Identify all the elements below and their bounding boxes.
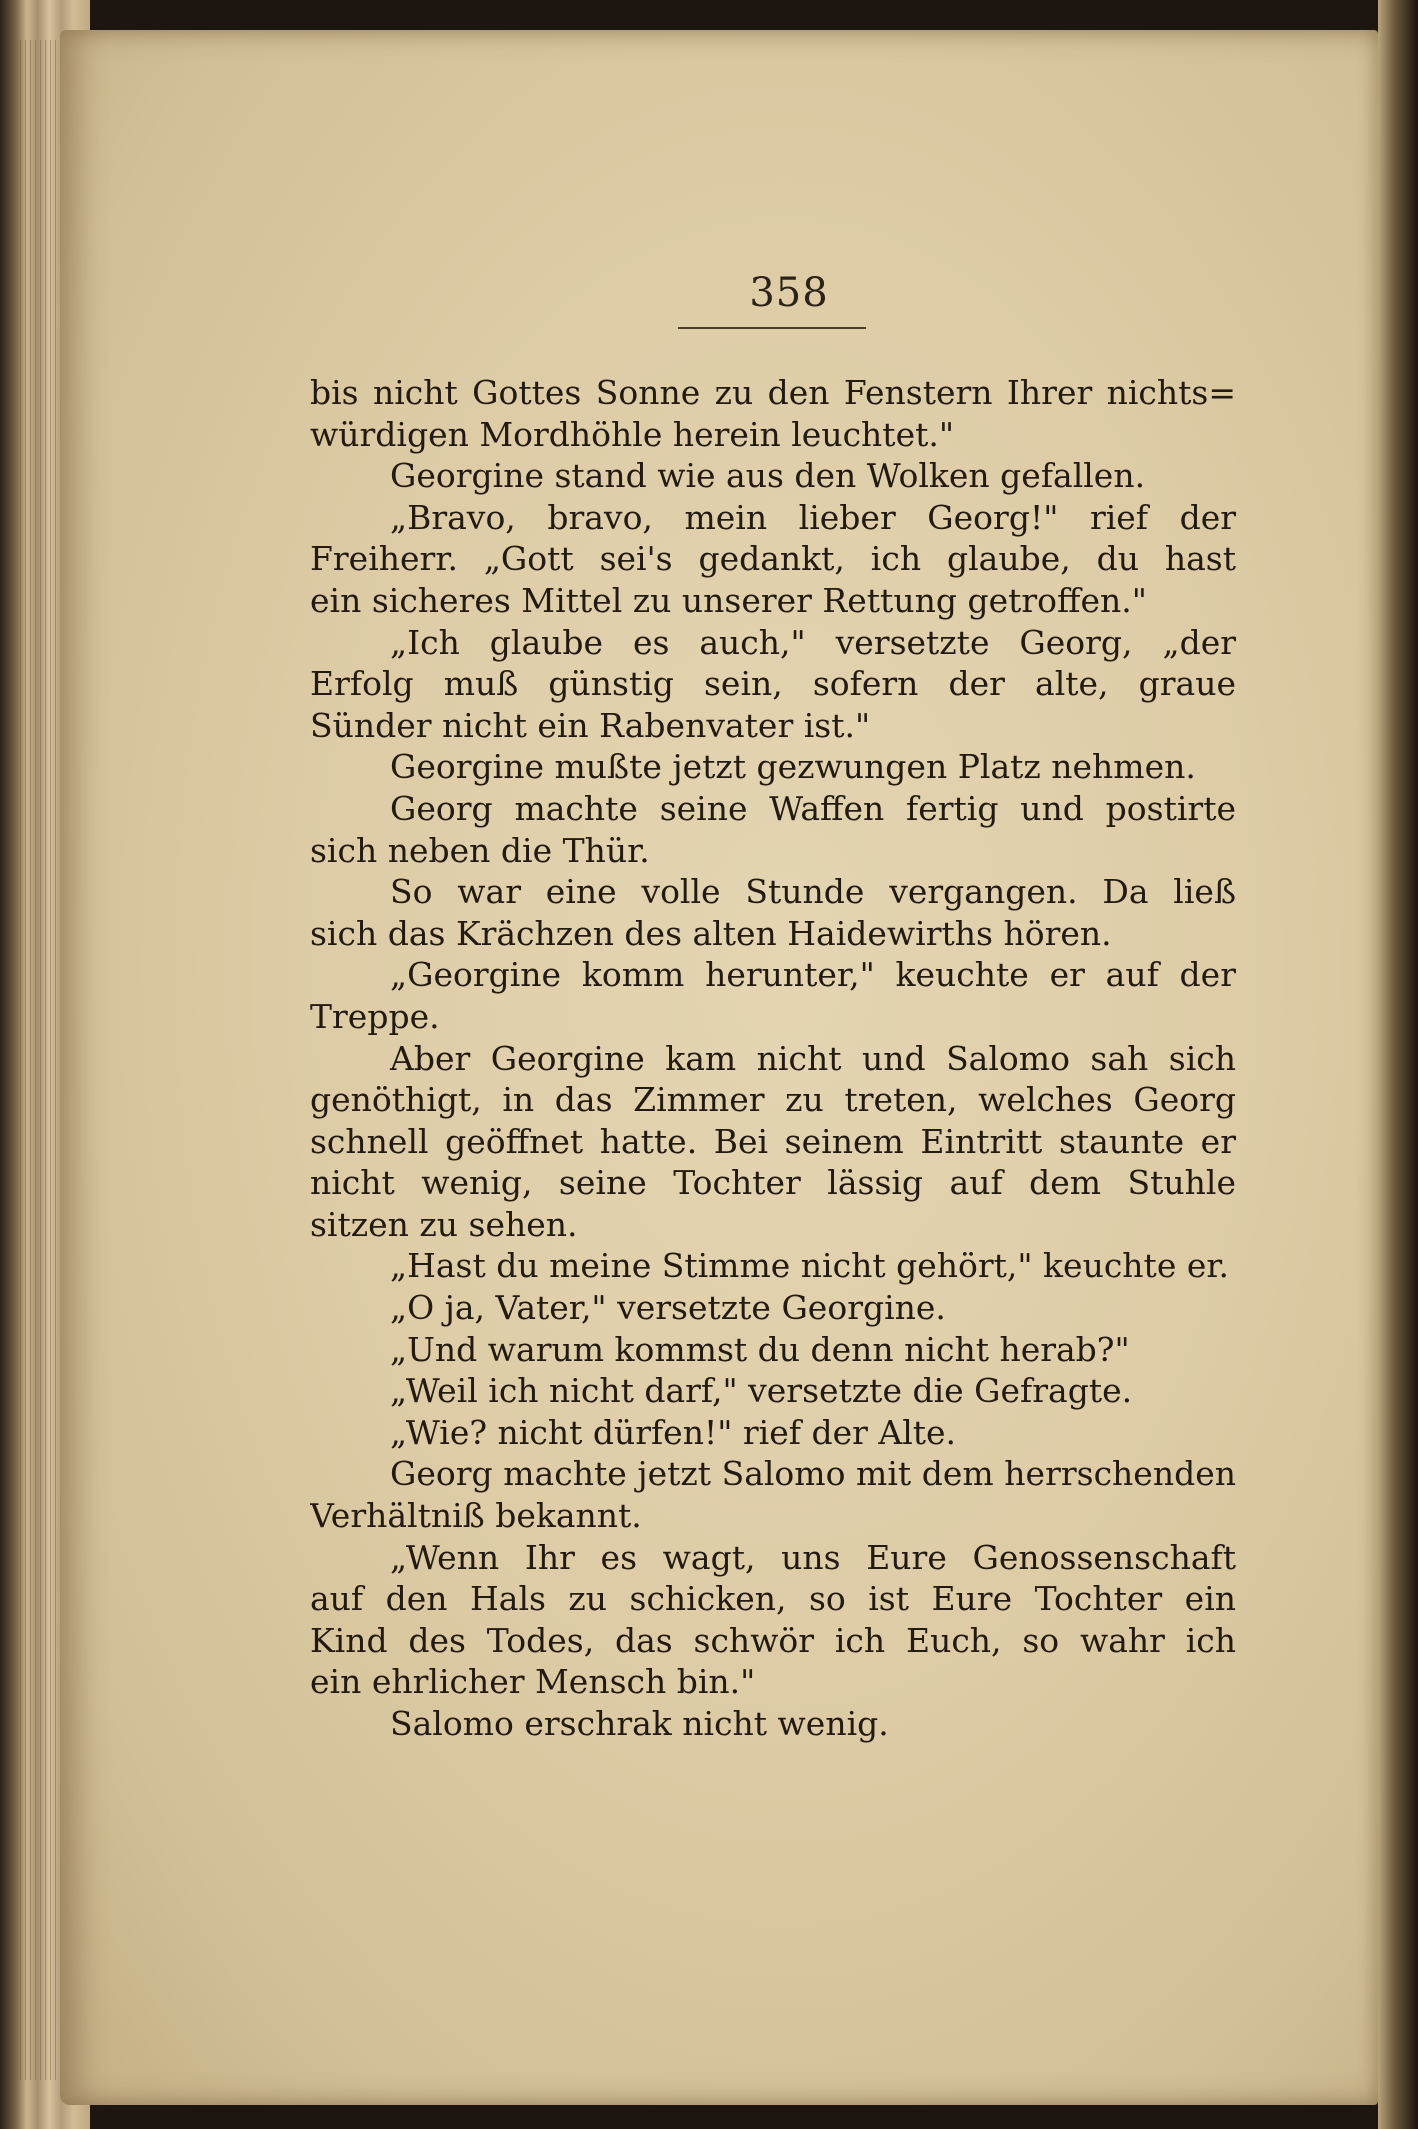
text-line: „Und warum kommst du denn nicht herab?": [390, 1329, 1130, 1369]
text-line: Georgine mußte jetzt gezwungen Platz nehmen.: [390, 747, 1196, 787]
text-line: bis nicht Gottes Sonne zu den Fenstern Ihrer nichts=: [310, 373, 1236, 412]
text-line: „Hast du meine Stimme nicht gehört," keuchte er.: [390, 1246, 1230, 1286]
text-line: Verhältniß bekannt.: [310, 1496, 642, 1536]
page-number: 358: [749, 270, 829, 316]
page-number-rule: [678, 327, 866, 329]
text-line: Georgine stand wie aus den Wolken gefallen.: [390, 456, 1146, 496]
text-line: „Bravo, bravo, mein lieber Georg!" rief der: [390, 497, 1236, 537]
text-line: Erfolg muß günstig sein, sofern der alte, graue: [310, 664, 1236, 704]
text-line: „O ja, Vater," versetzte Georgine.: [390, 1288, 946, 1328]
text-line: Georg machte seine Waffen fertig und postirte: [390, 788, 1236, 828]
text-line: schnell geöffnet hatte. Bei seinem Eintritt staunte er: [310, 1121, 1236, 1161]
text-line: Salomo erschrak nicht wenig.: [390, 1704, 889, 1743]
text-line: „Weil ich nicht darf," versetzte die Gefragte.: [390, 1371, 1133, 1411]
text-line: Sünder nicht ein Rabenvater ist.": [310, 705, 871, 745]
text-line: Kind des Todes, das schwör ich Euch, so wahr ich: [310, 1620, 1236, 1660]
text-line: genöthigt, in das Zimmer zu treten, welches Georg: [310, 1080, 1236, 1120]
text-line: auf den Hals zu schicken, so ist Eure Tochter ein: [310, 1579, 1236, 1619]
text-line: nicht wenig, seine Tochter lässig auf dem Stuhle: [310, 1163, 1236, 1203]
text-line: Treppe.: [310, 996, 440, 1036]
text-line: „Georgine komm herunter," keuchte er auf der: [390, 955, 1236, 995]
text-line: sitzen zu sehen.: [310, 1204, 578, 1244]
text-line: ein ehrlicher Mensch bin.": [310, 1662, 756, 1702]
text-line: ein sicheres Mittel zu unserer Rettung getroffen.": [310, 580, 1147, 620]
text-line: würdigen Mordhöhle herein leuchtet.": [310, 414, 955, 454]
text-line: Aber Georgine kam nicht und Salomo sah sich: [390, 1038, 1236, 1078]
text-line: „Ich glaube es auch," versetzte Georg, „der: [390, 622, 1236, 662]
text-line: „Wie? nicht dürfen!" rief der Alte.: [390, 1412, 957, 1452]
text-line: sich das Krächzen des alten Haidewirths hören.: [310, 913, 1112, 953]
text-line: „Wenn Ihr es wagt, uns Eure Genossenschaft: [390, 1537, 1236, 1577]
book-gutter: [1378, 0, 1418, 2129]
text-line: So war eine volle Stunde vergangen. Da ließ: [390, 872, 1236, 912]
text-line: sich neben die Thür.: [310, 830, 650, 870]
body-text: [310, 372, 1236, 1745]
text-line: Georg machte jetzt Salomo mit dem herrschenden: [390, 1454, 1236, 1494]
text-line: Freiherr. „Gott sei's gedankt, ich glaube, du hast: [310, 539, 1236, 579]
